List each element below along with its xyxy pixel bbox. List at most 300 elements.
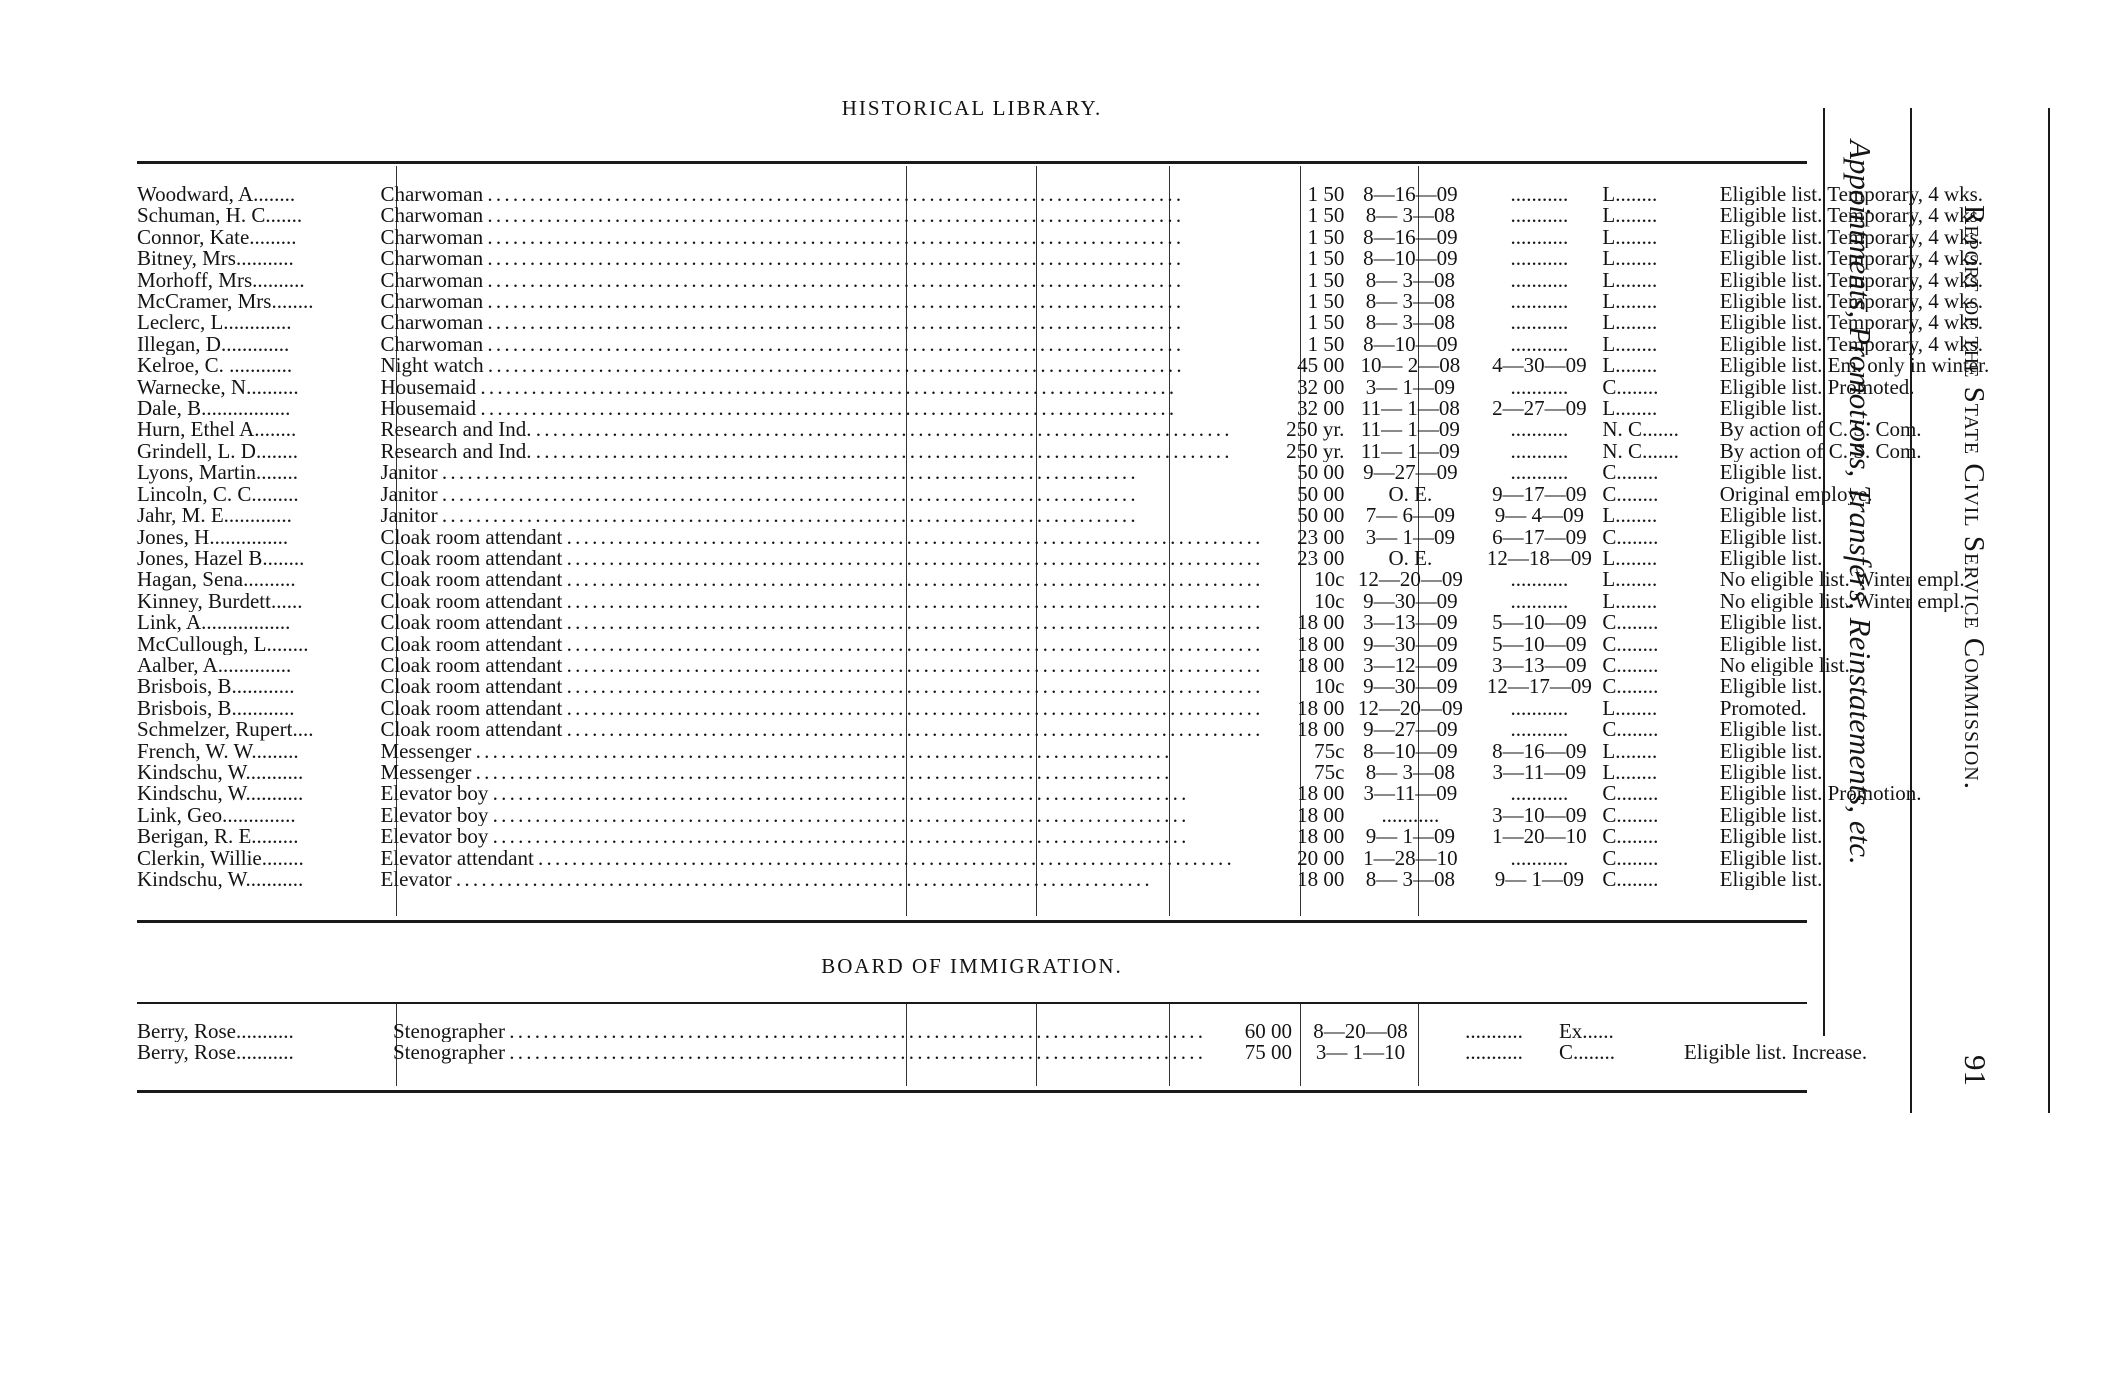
historical-library-table [137,184,2116,890]
pay-rate [1259,227,1344,248]
appointment-date [1344,419,1476,440]
appointment-date [1344,783,1476,804]
position-title [380,205,1259,226]
status-code-text: L........ [1602,569,1658,591]
position-title [380,484,1259,505]
separation-date [1476,655,1602,676]
employee-name-text: Lincoln, C. C......... [137,483,299,506]
position-title [380,505,1259,526]
status-code [1602,484,1719,505]
sidebar-rule [1823,108,1825,1036]
position-title [380,441,1259,462]
status-code-text: C........ [1602,847,1659,869]
status-code [1602,634,1719,655]
section-bottom-rule [137,920,1807,923]
pay-rate [1259,505,1344,526]
position-title [380,741,1259,762]
position-title-text: Housemaid . . . [380,377,1259,398]
table-row [137,270,2116,291]
employee-name-text: Brisbois, B............ [137,697,295,720]
employee-name-text: Jones, H............... [137,526,289,548]
employee-name-text: Link, A................. [137,612,291,634]
remarks [1720,676,2116,697]
table-row [137,548,2116,569]
pay-rate [1259,869,1344,890]
pay-rate [1202,1042,1292,1063]
employee-name [137,312,380,333]
employee-name [137,762,380,783]
remarks [1720,462,2116,483]
pay-rate [1259,312,1344,333]
appointment-date [1344,227,1476,248]
appointment-date-text: 7— 6—09 [1365,505,1455,527]
status-code-text: C........ [1558,1042,1615,1064]
separation-date [1476,569,1602,590]
pay-rate-text: 1 50 [1307,312,1345,334]
appointment-date [1344,441,1476,462]
appointment-date [1344,377,1476,398]
status-code-text: L........ [1602,291,1658,313]
remarks [1720,355,2116,376]
pay-rate-text: 10c [1314,590,1345,613]
pay-rate [1259,355,1344,376]
appointment-date-text: 9—30—09 [1363,676,1458,698]
employee-name-text: Dale, B................. [137,398,291,420]
appointment-date-text: 11— 1—09 [1360,419,1460,441]
pay-rate-text: 18 00 [1297,869,1345,891]
position-title [380,270,1259,291]
employee-name-text: Morhoff, Mrs.......... [137,269,305,292]
employee-name [137,719,380,740]
status-code-text: L........ [1602,184,1658,206]
position-title-text: Messenger . . . [380,741,1259,762]
position-title-text: Stenographer . . . [393,1021,1202,1042]
status-code [1602,398,1719,419]
remarks-text: Eligible list. Em. only in winter. [1719,355,1990,377]
appointment-date-text: O. E. [1388,483,1433,506]
employee-name [137,505,380,526]
status-code [1602,805,1719,826]
remarks [1720,270,2116,291]
separation-date-text: 8—16—09 [1492,740,1587,762]
appointment-date [1344,184,1476,205]
separation-date-text: ........... [1465,1021,1523,1043]
pay-rate-text: 1 50 [1307,205,1345,227]
remarks-text: Eligible list. Increase. [1683,1042,1868,1064]
employee-name-text: Jones, Hazel B........ [137,547,305,570]
separation-date-text: 9— 1—09 [1494,869,1584,891]
remarks-text: Eligible list. [1719,761,1823,784]
position-title-text: Cloak room attendant . . . [380,612,1259,633]
table-row [137,355,2116,376]
separation-date-text: ........... [1510,312,1569,334]
pay-rate-text: 75 00 [1244,1042,1292,1064]
position-title [380,676,1259,697]
pay-rate [1259,612,1344,633]
appointment-date-text: 8—16—09 [1363,226,1458,249]
appointment-date-text: 8—10—09 [1363,333,1458,356]
status-code-text: L........ [1602,547,1658,570]
appointment-date-text: 8—16—09 [1363,184,1458,206]
appointment-date-text: 3— 1—09 [1365,526,1455,548]
appointment-date-text: 8— 3—08 [1365,269,1455,292]
employee-name [137,655,380,676]
appointment-date-text: 8— 3—08 [1365,761,1455,784]
position-title [380,612,1259,633]
separation-date-text: ........... [1510,440,1569,463]
remarks [1720,719,2116,740]
remarks-text: Eligible list. [1719,676,1823,698]
employee-name-text: Hurn, Ethel A........ [137,419,297,441]
table-row [137,184,2116,205]
status-code [1602,591,1719,612]
employee-name [137,462,380,483]
employee-name-text: McCramer, Mrs........ [137,291,314,313]
status-code-text: L........ [1602,740,1658,762]
appointment-date [1344,291,1476,312]
remarks [1684,1021,2104,1042]
separation-date [1429,1042,1559,1063]
pay-rate-text: 1 50 [1307,226,1345,249]
status-code-text: L........ [1602,248,1658,270]
remarks-text: Eligible list. Temporary, 4 wks. [1719,312,1984,334]
remarks [1720,441,2116,462]
separation-date-text: 3—10—09 [1492,804,1587,827]
status-code [1602,527,1719,548]
separation-date-text: 9— 4—09 [1494,505,1584,527]
pay-rate [1259,676,1344,697]
separation-date-text: ........... [1510,569,1569,591]
employee-name-text: McCullough, L........ [137,633,309,655]
status-code-text: L........ [1602,697,1658,720]
pay-rate [1259,762,1344,783]
position-title [380,719,1259,740]
separation-date-text: ........... [1510,205,1569,227]
position-title [380,591,1259,612]
employee-name-text: Kelroe, C. ............ [137,355,293,377]
remarks-text: No eligible list. Winter empl. [1719,569,1965,591]
pay-rate [1259,184,1344,205]
employee-name [137,1042,393,1063]
employee-name [137,826,380,847]
separation-date-text: ........... [1510,590,1569,613]
appointment-date-text: 3— 1—10 [1315,1042,1406,1064]
table-row [137,783,2116,804]
position-title [380,783,1259,804]
position-title [380,227,1259,248]
status-code [1559,1021,1684,1042]
position-title-text: Janitor . . . [380,484,1259,505]
separation-date [1476,634,1602,655]
table-row [137,505,2116,526]
employee-name-text: Berry, Rose........... [137,1021,294,1043]
remarks-text: Original employe. [1719,483,1873,506]
separation-date-text: ........... [1510,376,1569,399]
table-row [137,1021,2104,1042]
separation-date [1476,355,1602,376]
pay-rate [1259,548,1344,569]
separation-date [1476,698,1602,719]
separation-date-text: ........... [1510,847,1569,869]
status-code-text: C........ [1602,376,1659,399]
remarks [1720,548,2116,569]
remarks [1720,377,2116,398]
position-title-text: Elevator boy . . . [380,805,1259,826]
separation-date [1476,848,1602,869]
pay-rate [1259,248,1344,269]
position-title [380,248,1259,269]
appointment-date-text: 8— 3—08 [1365,312,1455,334]
separation-date [1476,762,1602,783]
status-code [1602,569,1719,590]
status-code-text: C........ [1602,719,1659,741]
pay-rate-text: 18 00 [1297,719,1345,741]
separation-date [1476,291,1602,312]
remarks-text: Eligible list. [1719,398,1823,420]
running-head: Report of the State Civil Service Commission. [1958,205,1990,790]
separation-date [1476,741,1602,762]
position-title-text: Cloak room attendant . . . [380,569,1259,590]
status-code [1602,291,1719,312]
separation-date [1476,612,1602,633]
separation-date [1476,312,1602,333]
pay-rate-text: 18 00 [1297,654,1345,677]
status-code-text: L........ [1602,590,1658,613]
position-title [380,826,1259,847]
remarks-text: Eligible list. [1719,633,1823,655]
remarks-text: Eligible list. Temporary, 4 wks. [1719,226,1984,249]
remarks-text: By action of C. S. Com. [1719,419,1922,441]
status-code [1602,505,1719,526]
pay-rate-text: 18 00 [1297,783,1345,805]
pay-rate-text: 10c [1314,676,1345,698]
appointment-date-text: ........... [1381,804,1440,827]
status-code-text: N. C....... [1602,440,1679,463]
position-title-text: Charwoman . . . [380,334,1259,355]
employee-name [137,676,380,697]
separation-date [1476,826,1602,847]
status-code [1602,762,1719,783]
pay-rate-text: 18 00 [1297,804,1345,827]
appointment-date [1344,826,1476,847]
sidebar-rule [1910,108,1912,1113]
position-title-text: Charwoman . . . [380,291,1259,312]
employee-name [137,527,380,548]
remarks [1720,591,2116,612]
status-code-text: C........ [1602,654,1659,677]
appointment-date [1344,805,1476,826]
pay-rate [1259,591,1344,612]
pay-rate [1259,462,1344,483]
employee-name [137,548,380,569]
separation-date [1476,783,1602,804]
table-row [137,527,2116,548]
separation-date [1476,419,1602,440]
remarks [1720,762,2116,783]
status-code [1602,312,1719,333]
pay-rate-text: 23 00 [1297,526,1345,548]
appointment-date [1344,462,1476,483]
pay-rate-text: 1 50 [1307,291,1345,313]
remarks-text: Eligible list. [1719,804,1823,827]
separation-date-text: 9—17—09 [1492,483,1587,506]
page-number: 91 [1958,1055,1993,1086]
pay-rate [1259,205,1344,226]
position-title [380,848,1259,869]
employee-name-text: Leclerc, L............. [137,312,292,334]
status-code-text: L........ [1602,398,1658,420]
side-subheading: Appointments, Promotions, Transfers, Reinstatements, etc. [1843,140,1878,865]
position-title-text: Cloak room attendant . . . [380,527,1259,548]
employee-name-text: Aalber, A.............. [137,654,292,677]
position-title-text: Elevator attendant . . . [380,848,1259,869]
table-row [137,591,2116,612]
status-code [1602,462,1719,483]
status-code [1559,1042,1684,1063]
employee-name-text: Link, Geo.............. [137,804,296,827]
remarks [1720,527,2116,548]
remarks [1720,505,2116,526]
employee-name [137,591,380,612]
pay-rate-text: 23 00 [1297,547,1345,570]
remarks-text: Eligible list. Temporary, 4 wks. [1719,333,1984,356]
pay-rate-text: 50 00 [1297,462,1345,484]
pay-rate [1259,719,1344,740]
separation-date-text: 1—20—10 [1492,826,1587,848]
appointment-date-text: 8—20—08 [1313,1021,1408,1043]
employee-name [137,355,380,376]
appointment-date [1344,612,1476,633]
remarks [1720,227,2116,248]
status-code [1602,248,1719,269]
employee-name [137,377,380,398]
appointment-date [1344,355,1476,376]
status-code [1602,377,1719,398]
table-row [137,248,2116,269]
status-code [1602,848,1719,869]
position-title [380,312,1259,333]
status-code [1602,419,1719,440]
position-title-text: Night watch . . . [380,355,1259,376]
table-row [137,719,2116,740]
table-row [137,377,2116,398]
status-code-text: L........ [1602,226,1658,249]
separation-date-text: 6—17—09 [1492,526,1587,548]
section-title-historical-library: HISTORICAL LIBRARY. [841,96,1103,120]
pay-rate [1259,655,1344,676]
appointment-date-text: 9— 1—09 [1365,826,1455,848]
position-title [393,1021,1202,1042]
status-code-text: L........ [1602,505,1658,527]
pay-rate [1259,527,1344,548]
appointment-date [1344,270,1476,291]
pay-rate [1259,484,1344,505]
pay-rate [1259,826,1344,847]
pay-rate [1259,334,1344,355]
separation-date [1476,548,1602,569]
position-title-text: Charwoman . . . [380,227,1259,248]
employee-name-text: French, W. W......... [137,740,299,762]
position-title-text: Research and Ind. . . . [380,441,1259,462]
position-title [380,634,1259,655]
status-code [1602,205,1719,226]
remarks [1720,655,2116,676]
status-code-text: L........ [1602,269,1658,292]
pay-rate-text: 250 yr. [1286,440,1345,463]
separation-date-text: 12—18—09 [1486,547,1592,570]
separation-date-text: 12—17—09 [1486,676,1592,698]
position-title-text: Janitor . . . [380,505,1259,526]
table-row [137,698,2116,719]
status-code-text: C........ [1602,633,1659,655]
table-row [137,419,2116,440]
pay-rate [1259,398,1344,419]
appointment-date [1344,312,1476,333]
separation-date-text: ........... [1510,269,1569,292]
appointment-date-text: 12—20—09 [1357,569,1463,591]
separation-date-text: ........... [1465,1042,1523,1064]
separation-date [1476,505,1602,526]
table-row [137,634,2116,655]
status-code-text: L........ [1602,333,1658,356]
position-title-text: Elevator boy . . . [380,783,1259,804]
remarks [1720,291,2116,312]
pay-rate-text: 32 00 [1297,376,1345,399]
pay-rate-text: 1 50 [1307,184,1345,206]
appointment-date [1344,505,1476,526]
appointment-date-text: 11— 1—09 [1360,440,1460,463]
employee-name-text: Jahr, M. E............. [137,505,292,527]
table-row [137,805,2116,826]
status-code-text: C........ [1602,804,1659,827]
remarks-text: No eligible list. [1719,654,1850,677]
remarks-text: Eligible list. [1719,869,1823,891]
position-title [380,655,1259,676]
pay-rate-text: 75c [1314,761,1345,784]
separation-date [1476,676,1602,697]
appointment-date-text: 8— 3—08 [1365,291,1455,313]
appointment-date-text: O. E. [1388,547,1433,570]
appointment-date [1344,762,1476,783]
appointment-date [1344,698,1476,719]
section-bottom-rule [137,1090,1807,1093]
status-code [1602,334,1719,355]
table-row [137,462,2116,483]
employee-name [137,334,380,355]
position-title [380,527,1259,548]
remarks [1720,805,2116,826]
employee-name-text: Kindschu, W........... [137,869,304,891]
pay-rate-text: 1 50 [1307,333,1345,356]
status-code-text: C........ [1602,612,1659,634]
separation-date [1476,805,1602,826]
pay-rate-text: 20 00 [1297,847,1345,869]
employee-name-text: Kindschu, W........... [137,761,304,784]
pay-rate-text: 1 50 [1307,248,1345,270]
employee-name [137,270,380,291]
employee-name [137,569,380,590]
separation-date [1476,398,1602,419]
table-row [137,826,2116,847]
pay-rate-text: 50 00 [1297,505,1345,527]
pay-rate-text: 18 00 [1297,612,1345,634]
remarks-text: Eligible list. [1719,612,1823,634]
separation-date-text: ........... [1510,226,1569,249]
employee-name-text: Illegan, D............. [137,333,290,356]
employee-name [137,612,380,633]
remarks [1720,484,2116,505]
remarks [1720,569,2116,590]
